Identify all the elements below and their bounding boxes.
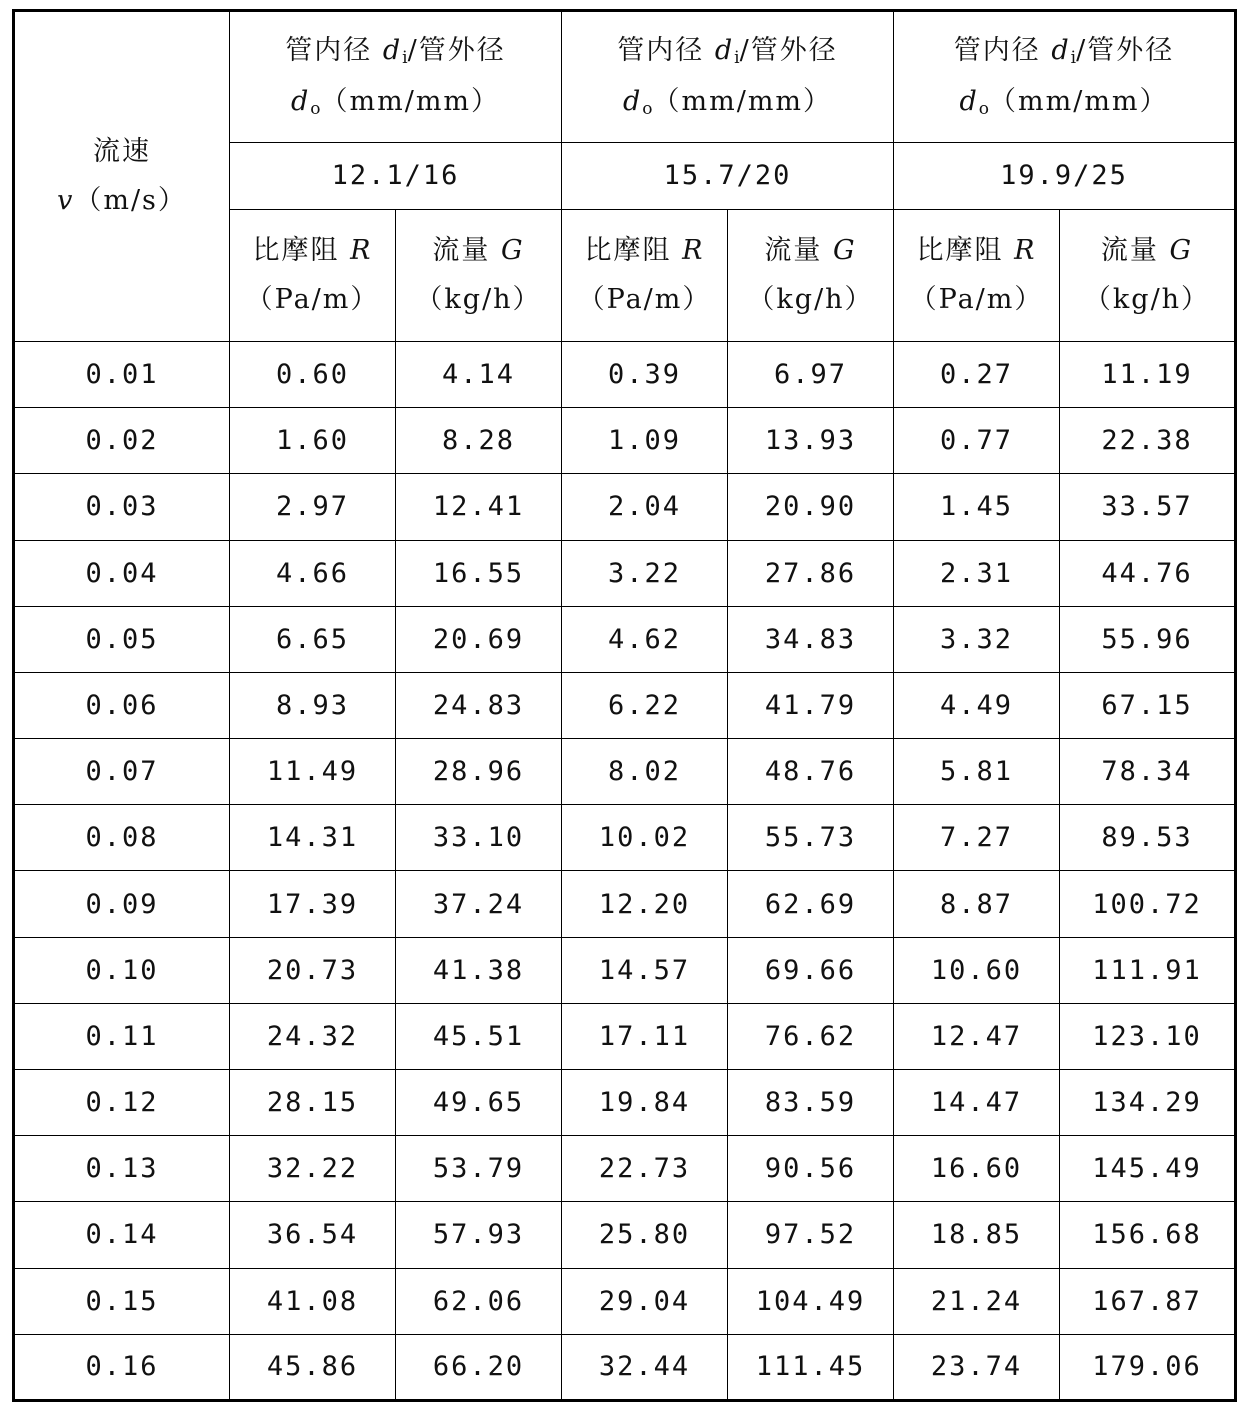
- resistance-cell: 6.22: [562, 672, 728, 738]
- flow-cell: 33.57: [1060, 474, 1236, 540]
- resistance-symbol: R: [350, 235, 373, 267]
- table-row: [14, 871, 1236, 937]
- resistance-cell: 0.39: [562, 341, 728, 407]
- flow-cell: 62.06: [396, 1268, 562, 1334]
- resistance-cell: 45.86: [230, 1334, 396, 1400]
- velocity-cell: 0.08: [14, 805, 230, 871]
- resistance-cell: 29.04: [562, 1268, 728, 1334]
- velocity-cell: 0.06: [14, 672, 230, 738]
- resistance-cell: 0.77: [894, 408, 1060, 474]
- outer-diameter-symbol: d: [622, 86, 643, 118]
- flow-cell: 57.93: [396, 1202, 562, 1268]
- flow-cell: 49.65: [396, 1070, 562, 1136]
- flow-cell: 13.93: [728, 408, 894, 474]
- table-body: [14, 11, 1236, 1401]
- flow-cell: 90.56: [728, 1136, 894, 1202]
- flow-cell: 20.69: [396, 606, 562, 672]
- flow-cell: 16.55: [396, 540, 562, 606]
- flow-cell: 76.62: [728, 1003, 894, 1069]
- table-row: [14, 1070, 1236, 1136]
- resistance-cell: 4.62: [562, 606, 728, 672]
- flow-cell: 12.41: [396, 474, 562, 540]
- resistance-cell: 1.60: [230, 408, 396, 474]
- table-row: [14, 1202, 1236, 1268]
- resistance-cell: 32.22: [230, 1136, 396, 1202]
- velocity-header: [14, 11, 230, 342]
- flow-cell: 22.38: [1060, 408, 1236, 474]
- table-row: [14, 408, 1236, 474]
- resistance-cell: 36.54: [230, 1202, 396, 1268]
- resistance-cell: 5.81: [894, 739, 1060, 805]
- resistance-cell: 3.22: [562, 540, 728, 606]
- flow-cell: 41.79: [728, 672, 894, 738]
- flow-cell: 11.19: [1060, 341, 1236, 407]
- flow-cell: 37.24: [396, 871, 562, 937]
- flow-cell: 156.68: [1060, 1202, 1236, 1268]
- resistance-cell: 14.31: [230, 805, 396, 871]
- table-row: [14, 805, 1236, 871]
- inner-diameter-symbol: d: [714, 34, 735, 66]
- table-row: [14, 937, 1236, 1003]
- resistance-cell: 1.09: [562, 408, 728, 474]
- resistance-name: 比摩阻: [916, 235, 1015, 267]
- resistance-cell: 14.47: [894, 1070, 1060, 1136]
- velocity-name: 流速: [93, 136, 151, 168]
- resistance-header: [230, 209, 396, 341]
- velocity-cell: 0.03: [14, 474, 230, 540]
- flow-cell: 6.97: [728, 341, 894, 407]
- outer-subscript: o: [310, 99, 321, 120]
- diameter-label: 管内径: [617, 34, 715, 66]
- flow-cell: 83.59: [728, 1070, 894, 1136]
- inner-subscript: i: [402, 47, 408, 68]
- resistance-cell: 0.27: [894, 341, 1060, 407]
- outer-diameter-label: /管外径: [407, 34, 506, 66]
- resistance-cell: 2.97: [230, 474, 396, 540]
- outer-diameter-label: /管外径: [1076, 34, 1175, 66]
- flow-cell: 167.87: [1060, 1268, 1236, 1334]
- flow-cell: 104.49: [728, 1268, 894, 1334]
- flow-cell: 111.45: [728, 1334, 894, 1400]
- flow-cell: 62.69: [728, 871, 894, 937]
- flow-unit: （kg/h）: [1083, 284, 1211, 316]
- diameter-unit: （mm/mm）: [652, 86, 833, 118]
- outer-diameter-symbol: d: [290, 86, 311, 118]
- diameter-label: 管内径: [285, 34, 383, 66]
- flow-cell: 24.83: [396, 672, 562, 738]
- resistance-name: 比摩阻: [584, 235, 683, 267]
- resistance-cell: 19.84: [562, 1070, 728, 1136]
- resistance-cell: 28.15: [230, 1070, 396, 1136]
- velocity-unit: （m/s）: [74, 185, 187, 217]
- diameter-header-1: [230, 11, 562, 143]
- flow-unit: （kg/h）: [415, 284, 542, 316]
- resistance-cell: 17.11: [562, 1003, 728, 1069]
- flow-cell: 55.96: [1060, 606, 1236, 672]
- flow-cell: 179.06: [1060, 1334, 1236, 1400]
- diameter-unit: （mm/mm）: [989, 86, 1169, 118]
- flow-cell: 20.90: [728, 474, 894, 540]
- resistance-cell: 11.49: [230, 739, 396, 805]
- flow-symbol: G: [1169, 235, 1194, 267]
- velocity-cell: 0.10: [14, 937, 230, 1003]
- resistance-cell: 8.93: [230, 672, 396, 738]
- flow-cell: 100.72: [1060, 871, 1236, 937]
- velocity-cell: 0.14: [14, 1202, 230, 1268]
- resistance-unit: （Pa/m）: [245, 284, 380, 316]
- resistance-cell: 22.73: [562, 1136, 728, 1202]
- resistance-cell: 16.60: [894, 1136, 1060, 1202]
- flow-symbol: G: [833, 235, 857, 267]
- flow-cell: 145.49: [1060, 1136, 1236, 1202]
- resistance-cell: 4.49: [894, 672, 1060, 738]
- diameter-label: 管内径: [953, 34, 1052, 66]
- table-row: [14, 1003, 1236, 1069]
- resistance-cell: 20.73: [230, 937, 396, 1003]
- resistance-cell: 3.32: [894, 606, 1060, 672]
- velocity-cell: 0.05: [14, 606, 230, 672]
- flow-cell: 123.10: [1060, 1003, 1236, 1069]
- resistance-header: [894, 209, 1060, 341]
- flow-header: [396, 209, 562, 341]
- flow-cell: 89.53: [1060, 805, 1236, 871]
- velocity-cell: 0.11: [14, 1003, 230, 1069]
- flow-cell: 66.20: [396, 1334, 562, 1400]
- resistance-header: [562, 209, 728, 341]
- resistance-cell: 0.60: [230, 341, 396, 407]
- resistance-cell: 32.44: [562, 1334, 728, 1400]
- resistance-cell: 17.39: [230, 871, 396, 937]
- flow-cell: 48.76: [728, 739, 894, 805]
- resistance-symbol: R: [682, 235, 705, 267]
- resistance-cell: 23.74: [894, 1334, 1060, 1400]
- flow-cell: 78.34: [1060, 739, 1236, 805]
- velocity-cell: 0.01: [14, 341, 230, 407]
- header-row-diameter: [14, 11, 1236, 143]
- velocity-cell: 0.15: [14, 1268, 230, 1334]
- flow-cell: 33.10: [396, 805, 562, 871]
- resistance-symbol: R: [1014, 235, 1037, 267]
- table-row: [14, 739, 1236, 805]
- resistance-cell: 4.66: [230, 540, 396, 606]
- size-cell-2: 15.7/20: [562, 143, 894, 209]
- resistance-cell: 14.57: [562, 937, 728, 1003]
- flow-name: 流量: [764, 235, 833, 267]
- table-row: [14, 474, 1236, 540]
- table-row: [14, 672, 1236, 738]
- flow-unit: （kg/h）: [747, 284, 874, 316]
- flow-cell: 67.15: [1060, 672, 1236, 738]
- resistance-cell: 8.02: [562, 739, 728, 805]
- table-row: [14, 540, 1236, 606]
- flow-header: [728, 209, 894, 341]
- resistance-cell: 6.65: [230, 606, 396, 672]
- flow-cell: 97.52: [728, 1202, 894, 1268]
- flow-name: 流量: [1100, 235, 1170, 267]
- velocity-cell: 0.16: [14, 1334, 230, 1400]
- velocity-cell: 0.07: [14, 739, 230, 805]
- resistance-unit: （Pa/m）: [577, 284, 712, 316]
- resistance-cell: 24.32: [230, 1003, 396, 1069]
- flow-header: [1060, 209, 1236, 341]
- flow-cell: 45.51: [396, 1003, 562, 1069]
- flow-cell: 134.29: [1060, 1070, 1236, 1136]
- velocity-cell: 0.09: [14, 871, 230, 937]
- resistance-cell: 2.31: [894, 540, 1060, 606]
- diameter-unit: （mm/mm）: [320, 86, 501, 118]
- resistance-cell: 21.24: [894, 1268, 1060, 1334]
- resistance-cell: 18.85: [894, 1202, 1060, 1268]
- inner-diameter-symbol: d: [1051, 34, 1071, 66]
- table-row: [14, 1136, 1236, 1202]
- resistance-cell: 12.47: [894, 1003, 1060, 1069]
- table-row: [14, 1268, 1236, 1334]
- inner-subscript: i: [734, 47, 740, 68]
- flow-name: 流量: [432, 235, 501, 267]
- inner-subscript: i: [1070, 47, 1077, 68]
- flow-cell: 69.66: [728, 937, 894, 1003]
- velocity-cell: 0.04: [14, 540, 230, 606]
- resistance-cell: 10.60: [894, 937, 1060, 1003]
- flow-cell: 34.83: [728, 606, 894, 672]
- outer-diameter-label: /管外径: [739, 34, 838, 66]
- diameter-header-2: [562, 11, 894, 143]
- resistance-cell: 10.02: [562, 805, 728, 871]
- size-cell-1: 12.1/16: [230, 143, 562, 209]
- resistance-cell: 25.80: [562, 1202, 728, 1268]
- flow-symbol: G: [501, 235, 525, 267]
- velocity-cell: 0.12: [14, 1070, 230, 1136]
- size-cell-3: 19.9/25: [894, 143, 1236, 209]
- table-row: [14, 606, 1236, 672]
- flow-cell: 111.91: [1060, 937, 1236, 1003]
- inner-diameter-symbol: d: [382, 34, 403, 66]
- resistance-name: 比摩阻: [252, 235, 351, 267]
- resistance-cell: 1.45: [894, 474, 1060, 540]
- velocity-cell: 0.02: [14, 408, 230, 474]
- diameter-header-3: [894, 11, 1236, 143]
- velocity-symbol: v: [57, 185, 75, 217]
- outer-subscript: o: [978, 99, 990, 120]
- resistance-unit: （Pa/m）: [909, 284, 1044, 316]
- table-row: [14, 341, 1236, 407]
- flow-cell: 8.28: [396, 408, 562, 474]
- flow-cell: 4.14: [396, 341, 562, 407]
- resistance-cell: 8.87: [894, 871, 1060, 937]
- flow-cell: 41.38: [396, 937, 562, 1003]
- flow-cell: 53.79: [396, 1136, 562, 1202]
- outer-diameter-symbol: d: [959, 86, 979, 118]
- table-row: [14, 1334, 1236, 1400]
- velocity-cell: 0.13: [14, 1136, 230, 1202]
- flow-cell: 27.86: [728, 540, 894, 606]
- resistance-cell: 41.08: [230, 1268, 396, 1334]
- resistance-cell: 2.04: [562, 474, 728, 540]
- outer-subscript: o: [642, 99, 653, 120]
- resistance-cell: 7.27: [894, 805, 1060, 871]
- flow-cell: 44.76: [1060, 540, 1236, 606]
- resistance-cell: 12.20: [562, 871, 728, 937]
- pipe-flow-table: [12, 9, 1237, 1402]
- flow-cell: 28.96: [396, 739, 562, 805]
- flow-cell: 55.73: [728, 805, 894, 871]
